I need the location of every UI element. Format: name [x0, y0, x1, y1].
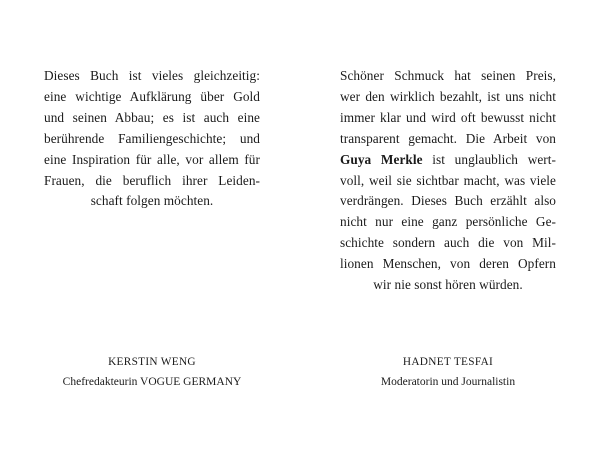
quote-line: transparent gemacht. Die Arbeit von — [340, 130, 556, 146]
quote-line: wer den wirklich bezahlt, ist uns nicht — [340, 88, 556, 104]
left-quote — [44, 66, 260, 212]
quote-line: und seinen Abbau; es ist auch eine — [44, 109, 260, 125]
quote-line: wir nie sonst hören würden. — [373, 277, 523, 293]
quote-line: berührende Familiengeschichte; und — [44, 130, 260, 146]
right-testimonial — [340, 0, 556, 461]
quote-line: voll, weil sie sichtbar macht, was viele — [340, 172, 556, 188]
quote-line: schaft folgen möchten. — [90, 193, 214, 209]
quote-line-with-name — [340, 150, 556, 171]
right-signature — [320, 354, 576, 391]
quote-line: schichte sondern auch die von Mil- — [340, 235, 556, 251]
quote-line: lionen Menschen, von deren Opfern — [340, 256, 556, 272]
quote-line: Dieses Buch ist vieles gleichzeitig: — [44, 68, 260, 83]
highlighted-name: Guya Merkle — [340, 151, 423, 167]
quote-line: Schöner Schmuck hat seinen Preis, — [340, 68, 556, 83]
quote-line: Frauen, die beruflich ihrer Leiden- — [44, 172, 260, 188]
left-signature — [24, 354, 280, 391]
left-testimonial — [44, 0, 260, 461]
quote-line: eine Inspiration für alle, vor allem für — [44, 151, 260, 167]
right-quote — [340, 66, 556, 296]
quote-line: verdrängen. Dieses Buch erzählt also — [340, 193, 556, 209]
author-role: Moderatorin und Journalistin — [380, 376, 516, 388]
author-name: HADNET TESFAI — [402, 356, 494, 368]
quote-line: eine wichtige Aufklärung über Gold — [44, 88, 260, 104]
author-role: Chefredakteurin VOGUE GERMANY — [62, 376, 242, 388]
quote-line-rest: ist unglaublich wert- — [422, 151, 556, 167]
quote-line: immer klar und wird oft bewusst nicht — [340, 109, 556, 125]
author-name: KERSTIN WENG — [108, 356, 196, 368]
quote-line: nicht nur eine ganz persönliche Ge- — [340, 214, 556, 230]
